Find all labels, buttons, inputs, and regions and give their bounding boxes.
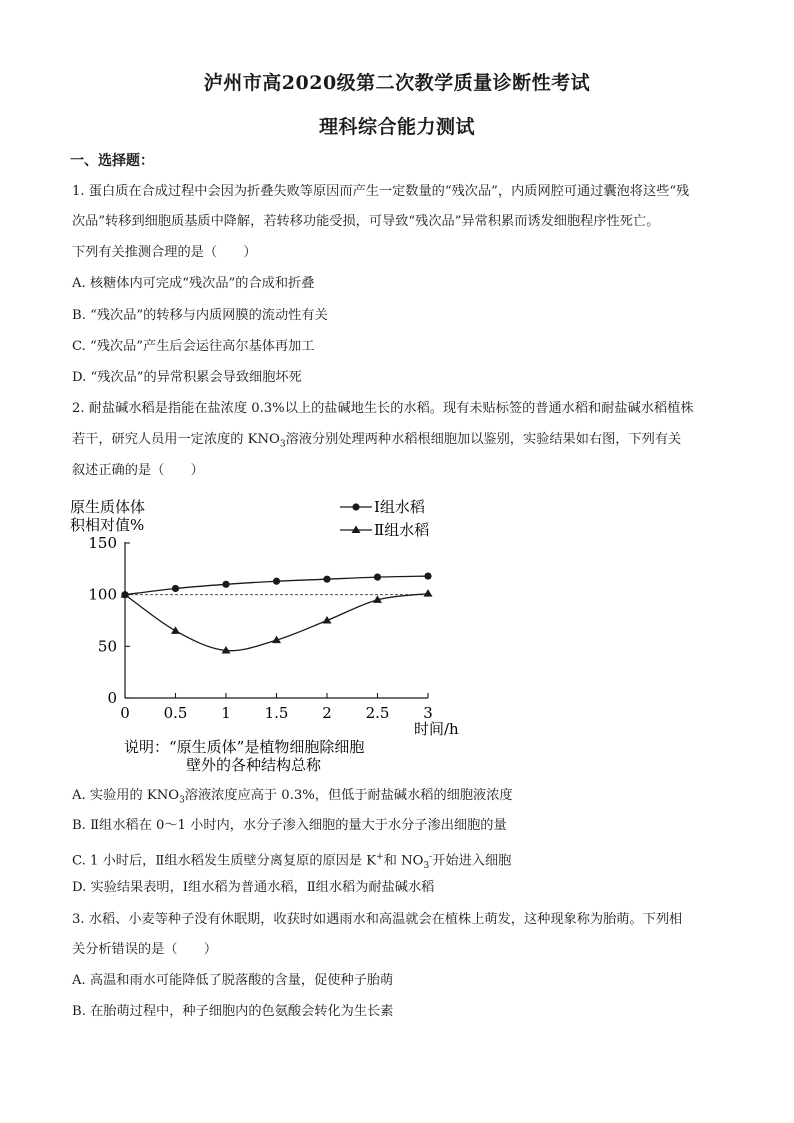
x-tick-label: 2 <box>322 704 332 722</box>
q2-option-c-part-b: 和 NO <box>383 853 424 869</box>
q1-stem-line-3: 下列有关推测合理的是（ ） <box>72 245 257 260</box>
q2-option-c-part-c: 开始进入细胞 <box>432 853 512 869</box>
exam-subtitle: 理科综合能力测试 <box>318 116 475 138</box>
q1-option-b: B. “残次品”的转移与内质网膜的流动性有关 <box>72 308 328 323</box>
y-tick-label: 50 <box>97 637 117 656</box>
q1-stem-line-2: 次品”转移到细胞质基质中降解，若转移功能受损，可导致“残次品”异常积累而诱发细胞程序性死亡。 <box>72 214 660 229</box>
q2-option-a <box>72 788 513 809</box>
q2-option-c <box>72 849 511 874</box>
legend-marker-series-2 <box>352 526 361 534</box>
exam-title: 泸州市高2020级第二次教学质量诊断性考试 <box>203 72 591 94</box>
q2-stem-line-2-part-a: 若干，研究人员用一定浓度的 KNO <box>72 432 280 447</box>
q3-stem-line-1: 3. 水稻、小麦等种子没有休眠期，收获时如遇雨水和高温就会在植株上萌发，这种现象称为胎萌。下列相 <box>72 912 683 927</box>
chart-note-line-1: 说明：“原生质体”是植物细胞除细胞 <box>124 738 365 756</box>
legend-label-series-2: Ⅱ组水稻 <box>374 521 430 539</box>
q1-option-d: D. “残次品”的异常积累会导致细胞坏死 <box>72 370 302 385</box>
q2-stem-line-1: 2. 耐盐碱水稻是指能在盐浓度 0.3%以上的盐碱地生长的水稻。现有未贴标签的普通水稻和耐盐碱水稻植株 <box>72 401 694 416</box>
q2-option-c-part-a: C. 1 小时后，Ⅱ组水稻发生质壁分离复原的原因是 K <box>72 853 377 869</box>
chart-legend <box>340 498 429 539</box>
x-tick-label: 1 <box>221 704 231 722</box>
q2-option-a-subscript: 3 <box>179 795 185 806</box>
q2-option-c-subscript: 3 <box>423 861 430 872</box>
series-1-point <box>222 581 229 588</box>
q2-stem-line-2-part-b: 溶液分别处理两种水稻根细胞加以鉴别，实验结果如右图，下列有关 <box>285 432 682 447</box>
q2-option-c-superscript: + <box>376 852 384 862</box>
legend-marker-series-1 <box>352 503 359 510</box>
q2-option-d: D. 实验结果表明，Ⅰ组水稻为普通水稻，Ⅱ组水稻为耐盐碱水稻 <box>72 880 435 895</box>
series-1-point <box>424 572 431 579</box>
series-1-point <box>323 576 330 583</box>
x-tick-label: 3 <box>423 704 433 722</box>
chart-ylabel-line-2: 积相对值% <box>70 516 145 534</box>
q1-option-a: A. 核糖体内可完成“残次品”的合成和折叠 <box>72 276 315 291</box>
q2-option-a-part-b: 溶液浓度应高于 0.3%，但低于耐盐碱水稻的细胞液浓度 <box>184 788 513 803</box>
x-tick-label: 0.5 <box>163 704 188 722</box>
x-tick-label: 2.5 <box>365 704 390 722</box>
series-1-point <box>374 574 381 581</box>
q2-stem-line-2 <box>72 432 681 453</box>
y-tick-label: 0 <box>107 689 117 707</box>
y-tick-label: 150 <box>88 534 117 552</box>
protoplast-volume-chart <box>62 490 482 775</box>
q2-option-b: B. Ⅱ组水稻在 0～1 小时内，水分子渗入细胞的量大于水分子渗出细胞的量 <box>72 818 507 833</box>
q2-stem-subscript: 3 <box>279 439 286 450</box>
q2-option-a-part-a: A. 实验用的 KNO <box>72 788 180 803</box>
q3-option-a: A. 高温和雨水可能降低了脱落酸的含量，促使种子胎萌 <box>72 973 394 988</box>
q3-stem-line-2: 关分析错误的是（ ） <box>72 942 218 957</box>
y-tick-label: 100 <box>88 585 117 604</box>
q2-option-c-superscript-2: - <box>429 852 433 862</box>
x-tick-label: 0 <box>120 704 130 722</box>
x-tick-label: 1.5 <box>264 704 289 722</box>
q2-stem-line-3: 叙述正确的是（ ） <box>72 463 204 478</box>
series-1-point <box>172 585 179 592</box>
chart-note-line-2: 壁外的各种结构总称 <box>186 756 322 774</box>
q3-option-b: B. 在胎萌过程中，种子细胞内的色氨酸会转化为生长素 <box>72 1004 394 1019</box>
q1-stem-line-1: 1. 蛋白质在合成过程中会因为折叠失败等原因而产生一定数量的“残次品”，内质网腔可通过囊泡将这些“残 <box>72 184 690 199</box>
chart-ylabel-line-1: 原生质体体 <box>70 498 146 516</box>
q1-option-c: C. “残次品”产生后会运往高尔基体再加工 <box>72 339 315 354</box>
series-2-point <box>171 626 180 634</box>
section-heading: 一、选择题： <box>70 153 154 169</box>
legend-label-series-1: Ⅰ组水稻 <box>374 498 425 516</box>
series-2-point <box>424 589 433 597</box>
series-1-point <box>273 578 280 585</box>
chart-xlabel: 时间/h <box>414 720 459 738</box>
